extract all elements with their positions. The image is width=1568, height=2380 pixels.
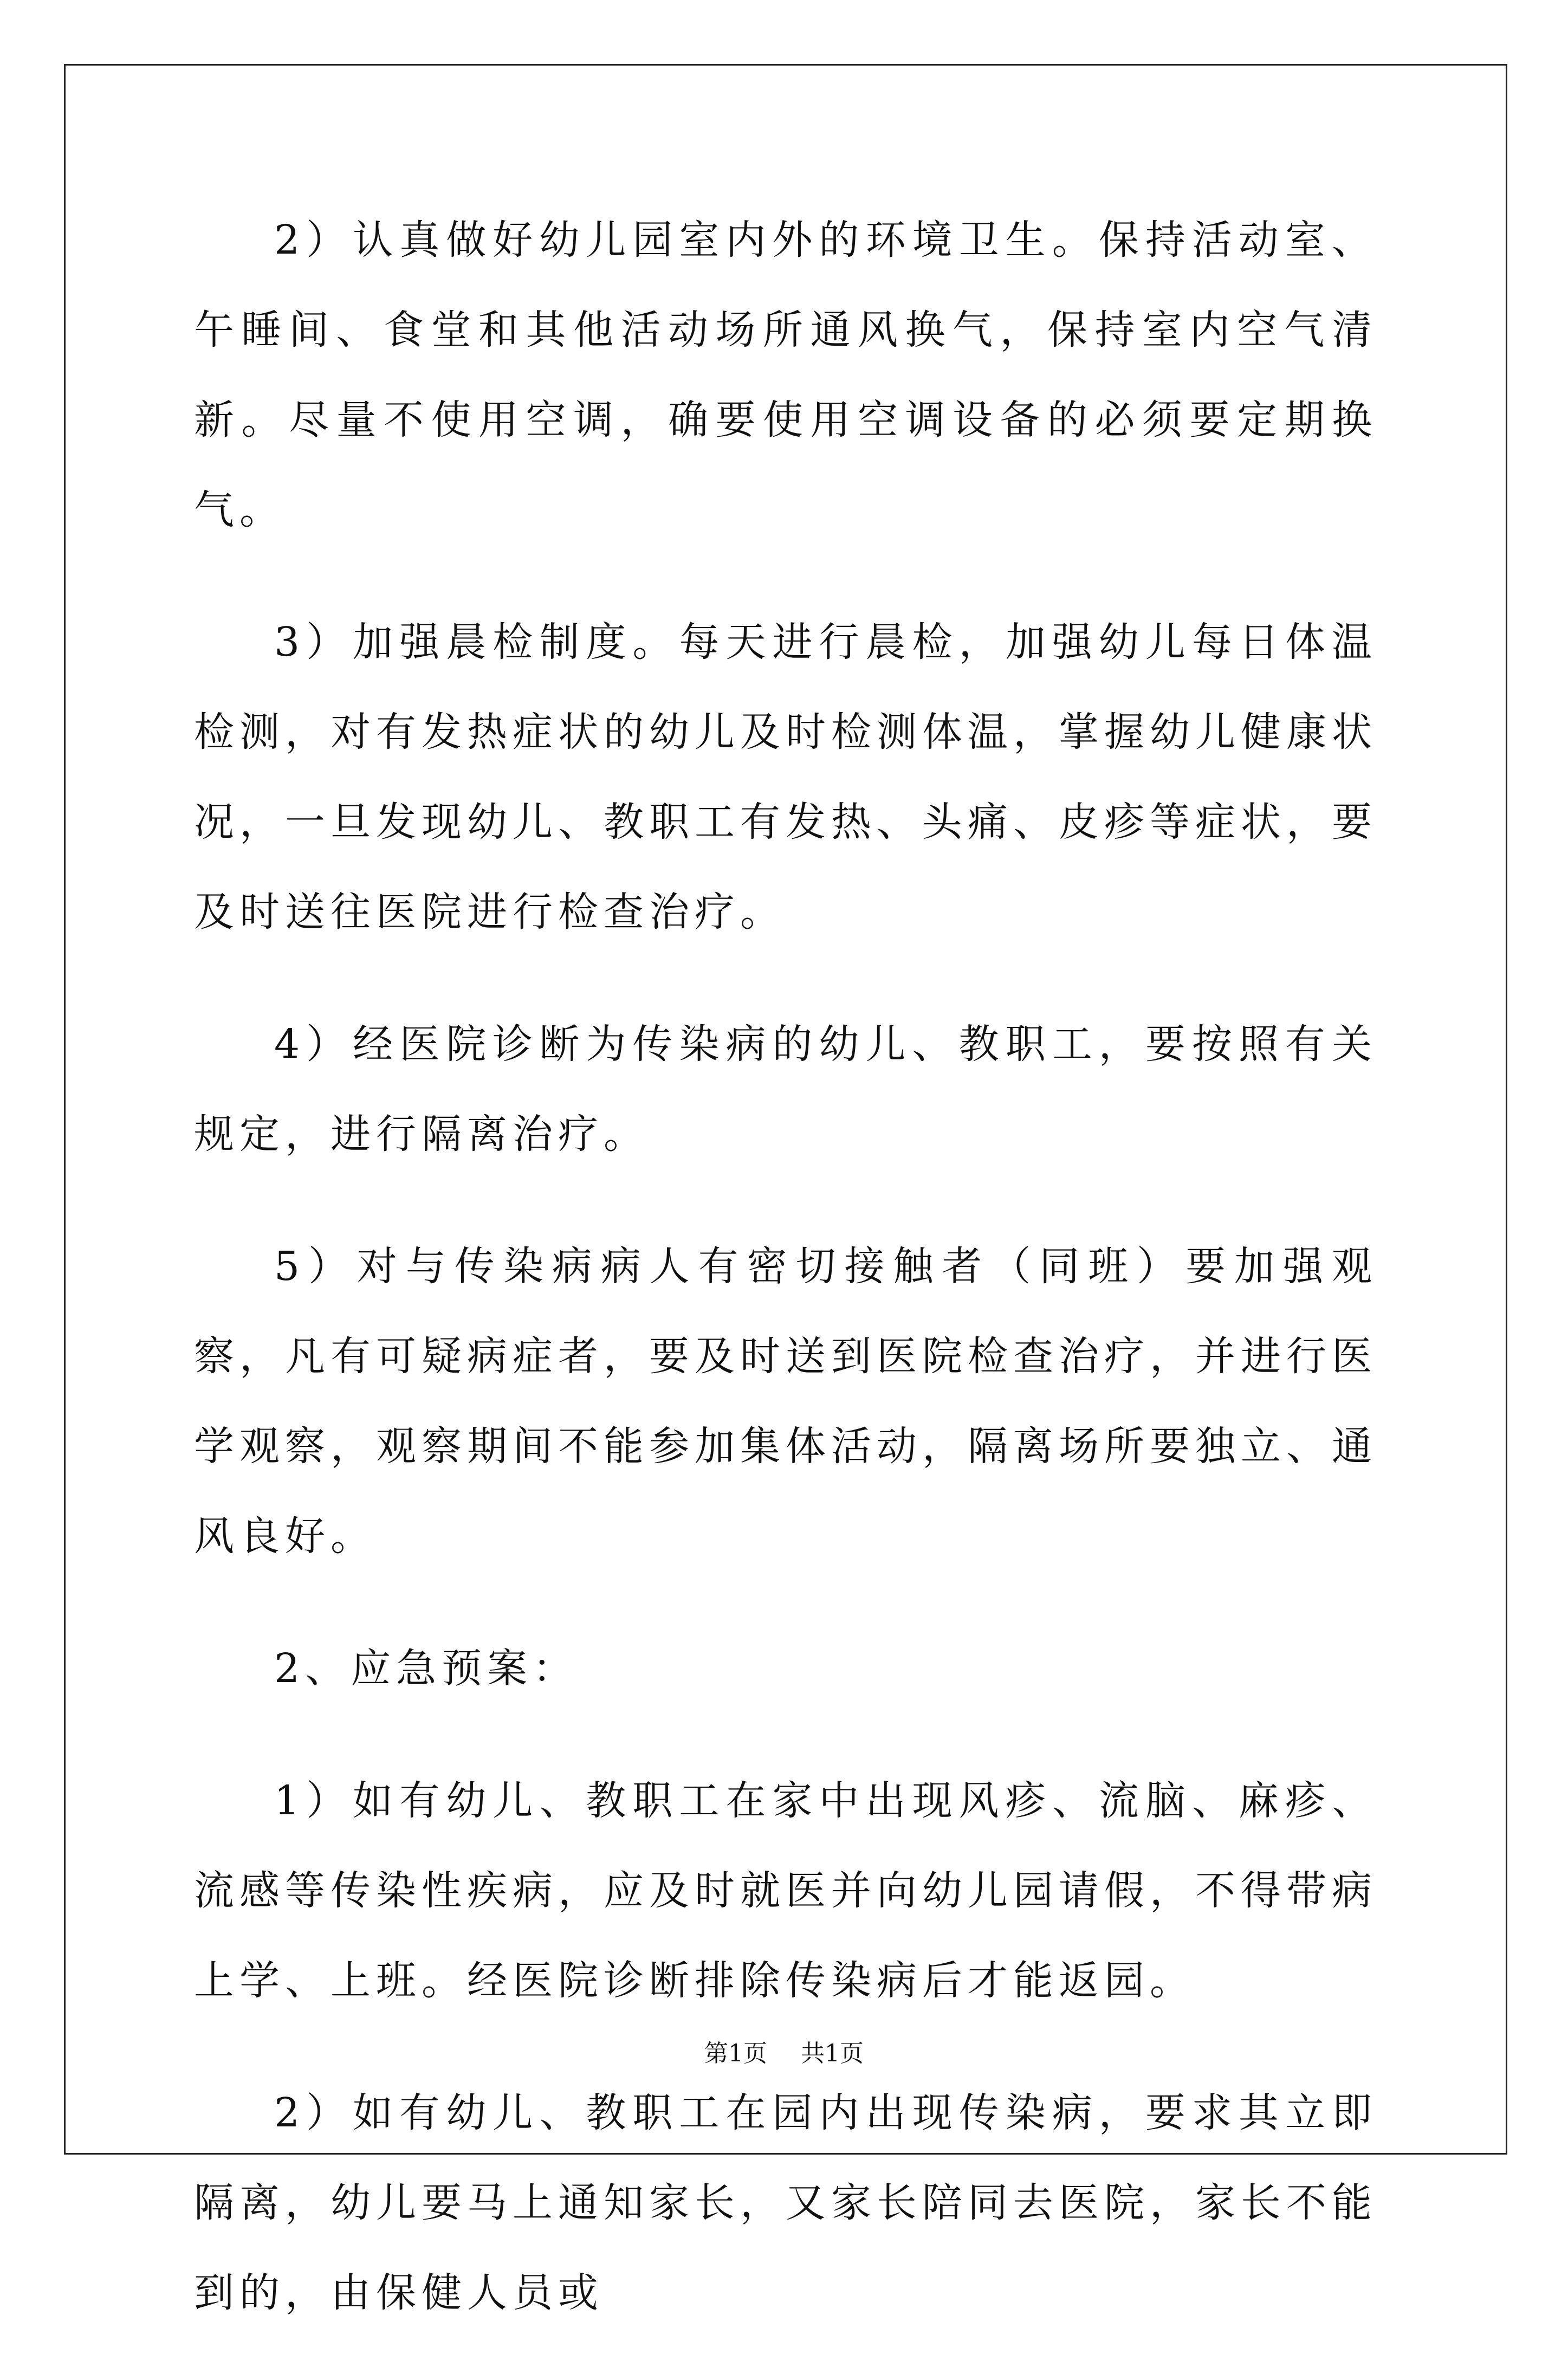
section-heading-emergency-plan: 2、应急预案： [274,1645,579,1692]
paragraph-close-contacts: 5）对与传染病病人有密切接触者（同班）要加强观察，凡有可疑病症者，要及时送到医院检查治疗，并进行医学观察，观察期间不能参加集体活动，隔离场所要独立、通风良好。 [194,1243,1377,1560]
page-total: 共1页 [801,2040,864,2067]
paragraph-illness-at-school: 2）如有幼儿、教职工在园内出现传染病，要求其立即隔离，幼儿要马上通知家长，又家长陪同去医院，家长不能到的，由保健人员或 [194,2090,1377,2316]
paragraph-illness-at-home: 1）如有幼儿、教职工在家中出现风疹、流脑、麻疹、流感等传染性疾病，应及时就医并向幼儿园请假，不得带病上学、上班。经医院诊断排除传染病后才能返园。 [194,1777,1377,2004]
paragraph-ventilation: 2）认真做好幼儿园室内外的环境卫生。保持活动室、午睡间、食堂和其他活动场所通风换气，保持室内空气清新。尽量不使用空调，确要使用空调设备的必须要定期换气。 [194,217,1377,533]
paragraph-isolation-treatment: 4）经医院诊断为传染病的幼儿、教职工，要按照有关规定，进行隔离治疗。 [194,1021,1377,1157]
page-number: 第1页 [704,2040,767,2067]
page-footer [0,2038,1568,2070]
paragraph-morning-check: 3）加强晨检制度。每天进行晨检，加强幼儿每日体温检测，对有发热症状的幼儿及时检测体温，掌握幼儿健康状况，一旦发现幼儿、教职工有发热、头痛、皮疹等症状，要及时送往医院进行检查治疗。 [194,619,1377,935]
